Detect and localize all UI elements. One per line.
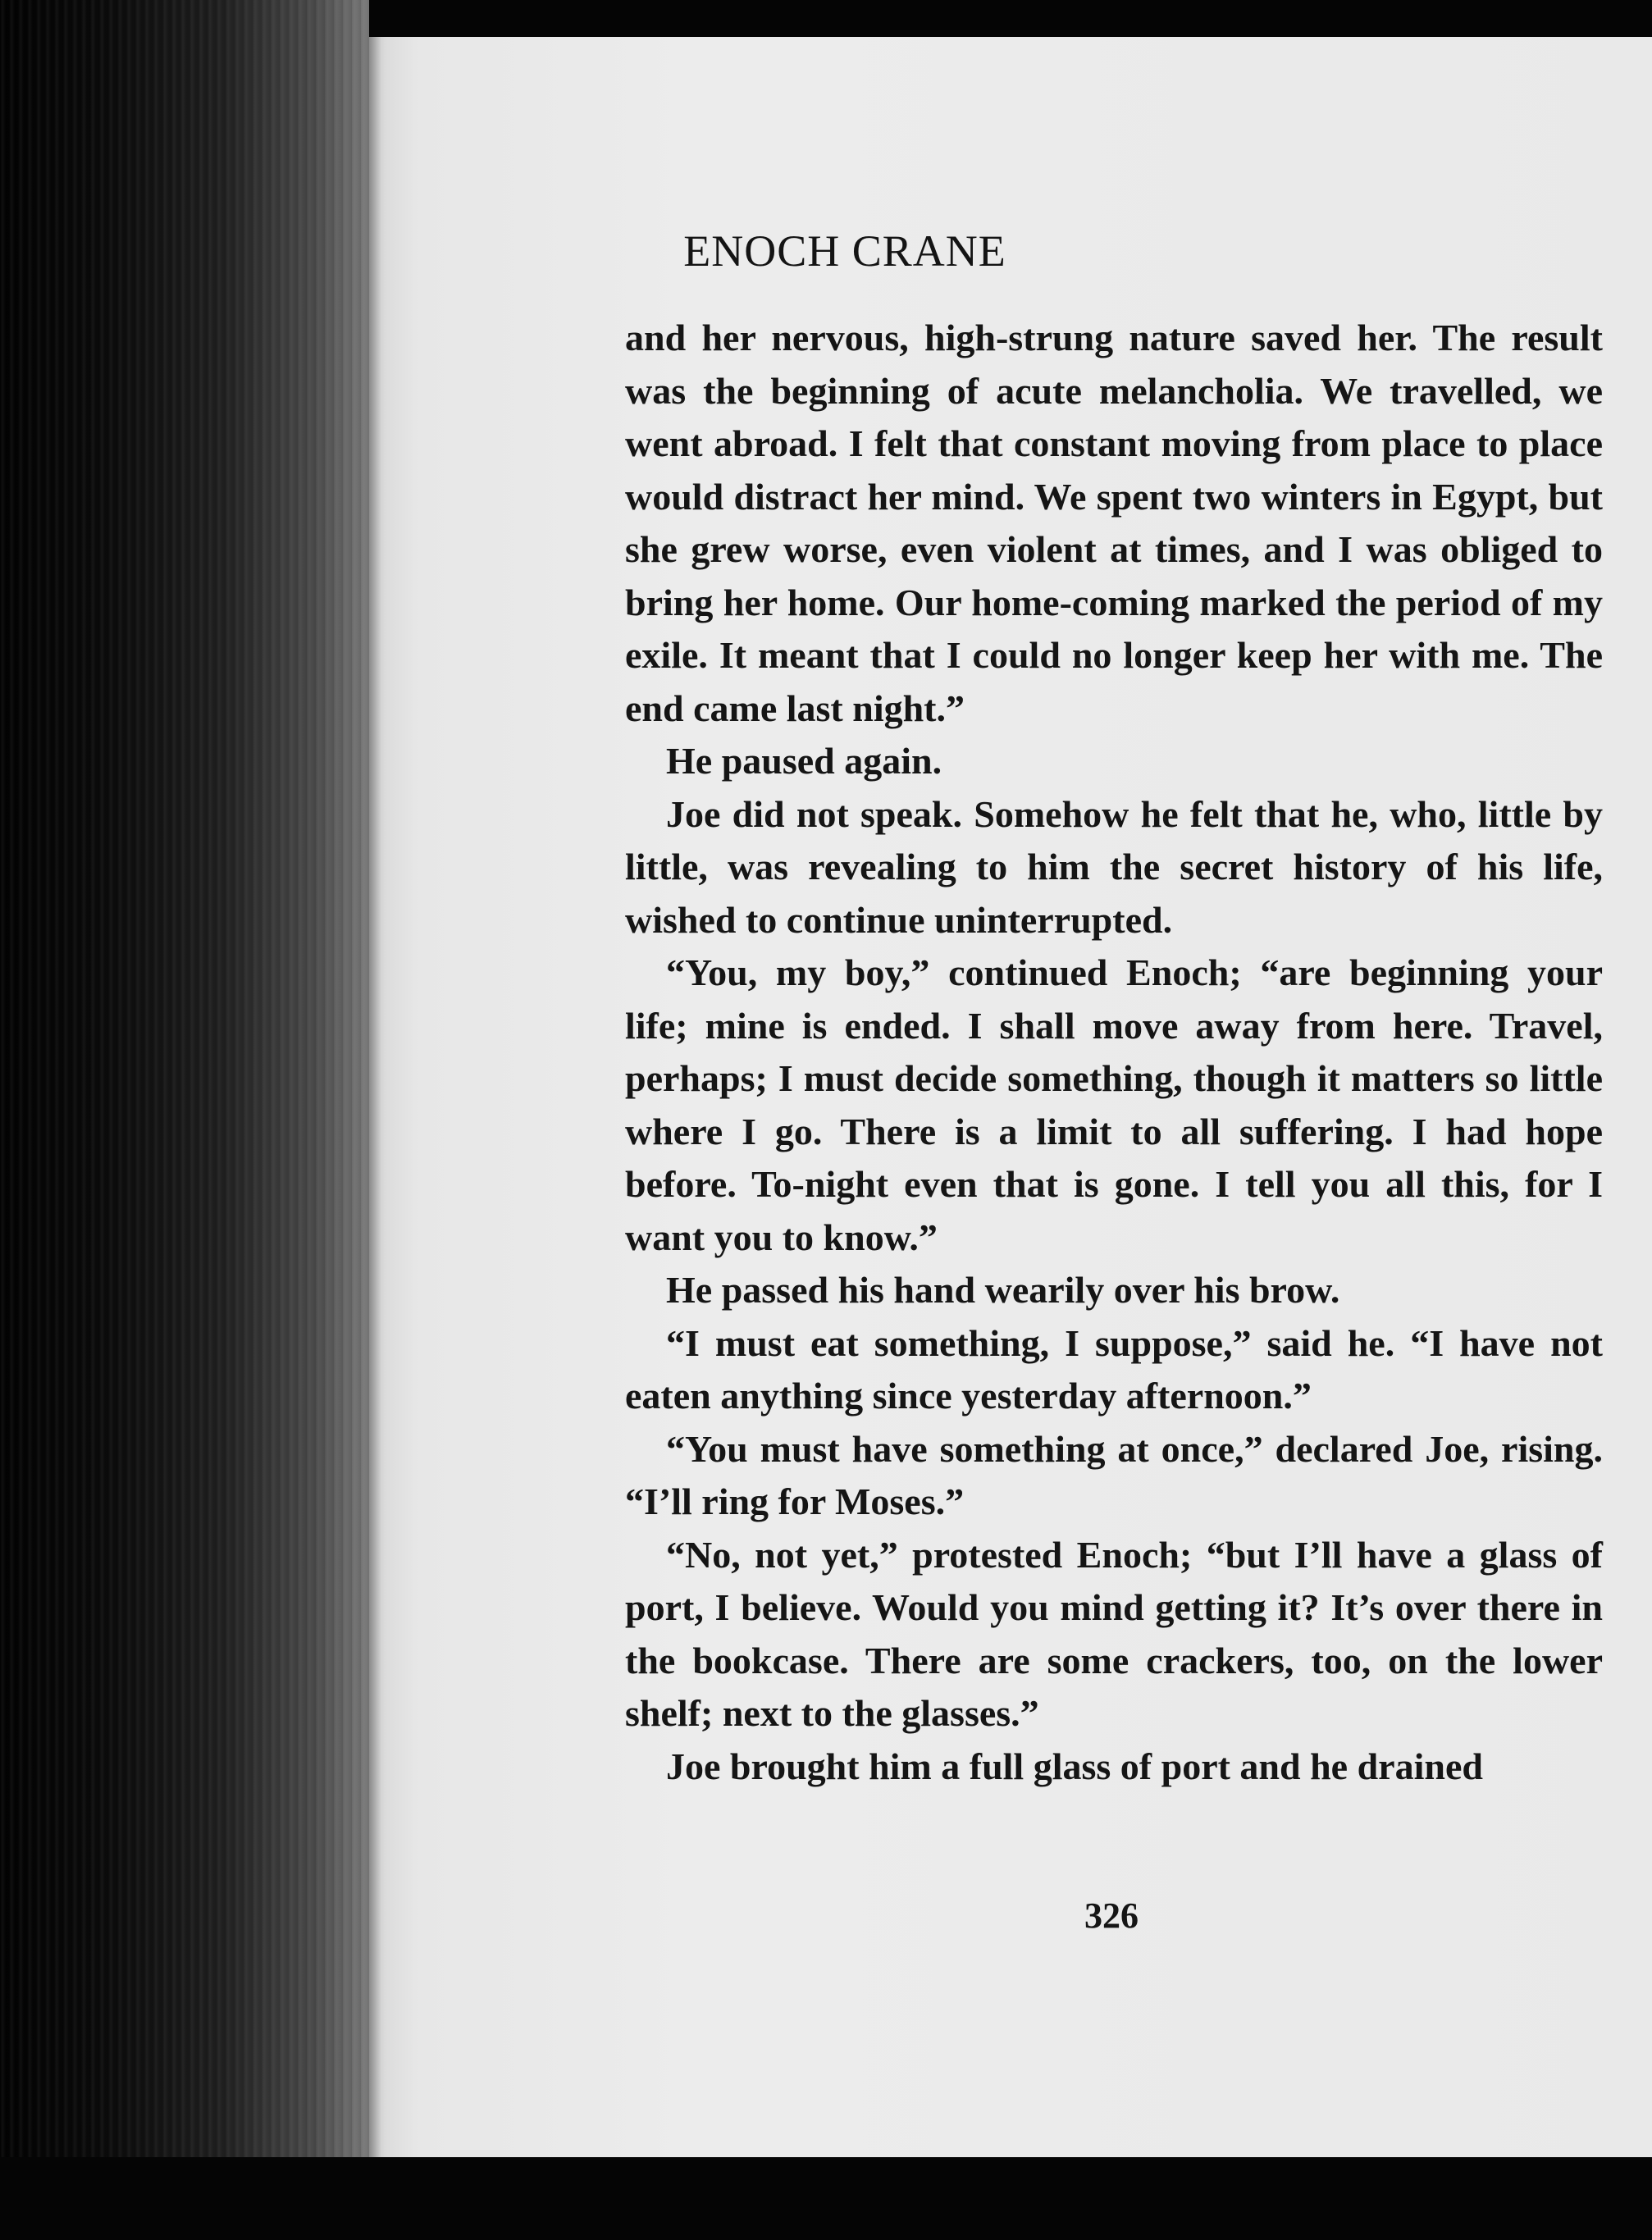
running-head: ENOCH CRANE [683,226,1006,276]
paragraph-8: “No, not yet,” protested Enoch; “but I’ll have a glass of port, I believe. Would you mind getting it? It’s over there in the bookcase. There are some crackers, too, on the lower shelf; next to the glasses.” [625,1533,1603,1734]
paragraph-6: “I must eat something, I suppose,” said he. “I have not eaten anything since yesterday afternoon.” [625,1321,1603,1417]
paragraph-4: “You, my boy,” continued Enoch; “are beginning your life; mine is ended. I shall move away from here. Travel, perhaps; I must decide something, though it matters so little where I go. There is a limit to all suffering. I had hope before. To-night even that is gone. I tell you all this, for I want you to know.” [625,951,1603,1258]
body-text [625,312,1603,1793]
book-spine-shadow [0,0,369,2240]
paragraph-3: Joe did not speak. Somehow he felt that he, who, little by little, was revealing to him the secret history of his life, wished to continue uninterrupted. [625,792,1603,941]
paragraph-1: and her nervous, high-strung nature saved her. The result was the beginning of acute melancholia. We travelled, we went abroad. I felt that constant moving from place to place would distract her mind. We spent two winters in Egypt, but she grew worse, even violent at times, and I was obliged to bring her home. Our home-coming marked the period of my exile. It meant that I could no longer keep her with me. The end came last night.” [625,317,1603,729]
scan-bottom-border [0,2157,1652,2240]
paragraph-2: He paused again. [666,740,942,782]
page-number: 326 [1084,1896,1139,1936]
paragraph-5: He passed his hand wearily over his brow. [666,1269,1340,1311]
page-edge [369,37,381,2157]
paragraph-7: “You must have something at once,” declared Joe, rising. “I’ll ring for Moses.” [625,1427,1603,1522]
paragraph-9: Joe brought him a full glass of port and he drained [666,1745,1483,1787]
